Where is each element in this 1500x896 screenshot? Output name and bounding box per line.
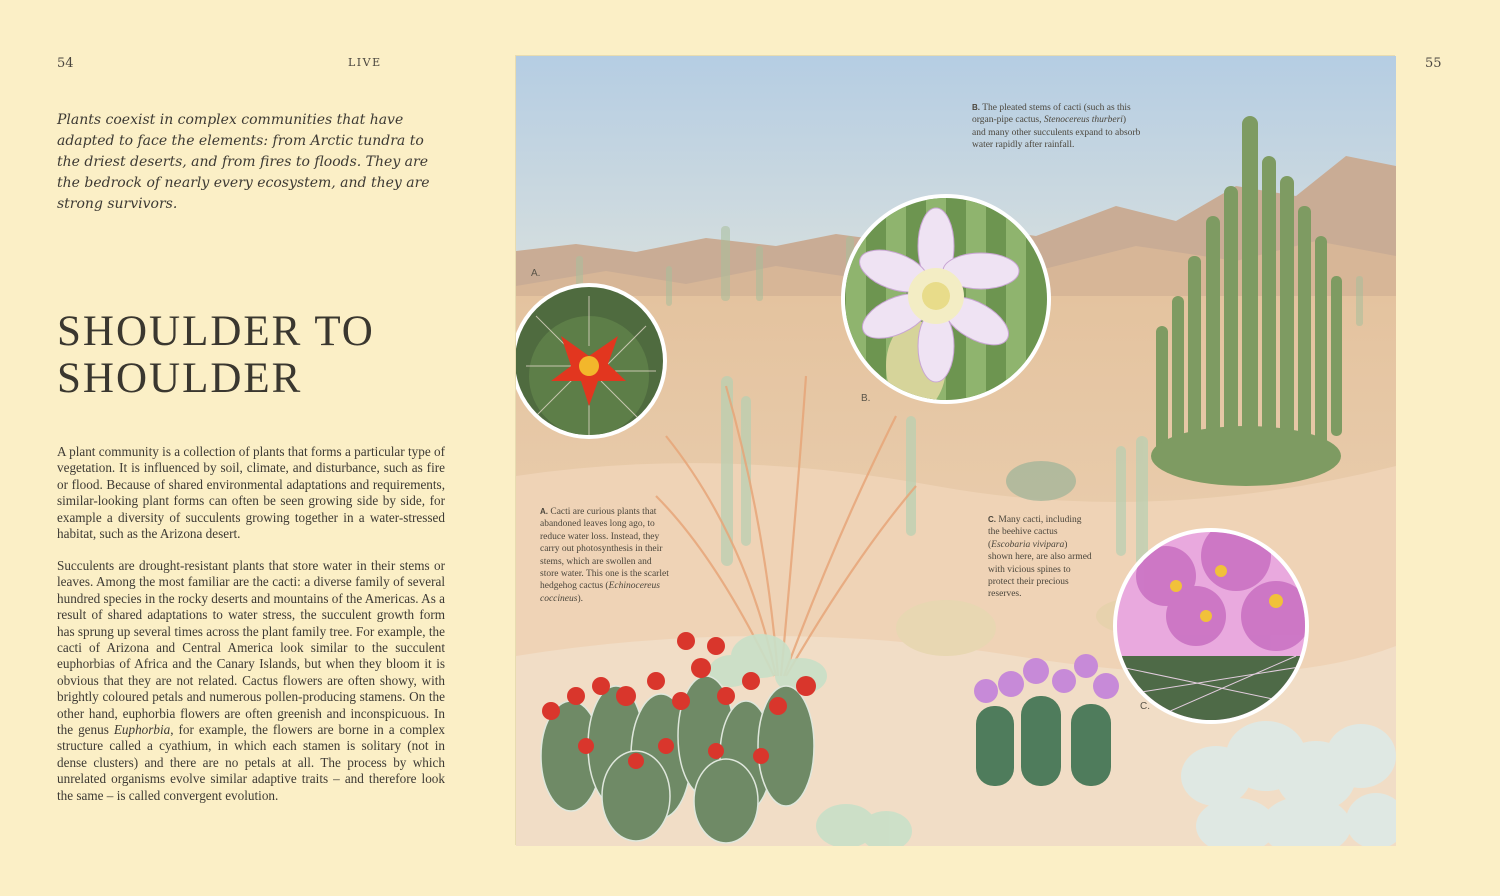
title-line-1: SHOULDER TO xyxy=(57,308,375,355)
caption-a xyxy=(540,506,672,605)
caption-a-text-2: ). xyxy=(577,593,583,604)
caption-a-letter: A. xyxy=(540,507,548,516)
caption-c-text-2: ) shown here, are also armed with vicious spines to protect their precious reserves. xyxy=(988,539,1092,600)
page-number-right: 55 xyxy=(1425,56,1442,71)
caption-c-text-1: Many cacti, including the beehive cactus ( xyxy=(988,515,1082,550)
caption-a-species: Echinocereus coccineus xyxy=(540,581,660,604)
page-title xyxy=(57,308,437,402)
title-line-2: SHOULDER xyxy=(57,355,303,402)
caption-b-letter: B. xyxy=(972,103,980,112)
caption-c xyxy=(988,514,1092,601)
genus-euphorbia: Euphorbia xyxy=(113,722,171,738)
desert-illustration xyxy=(515,55,1395,845)
body-paragraph-1: A plant community is a collection of plants that forms a particular type of vegetation. It is influenced by soil, climate, and disturbance, such as fire or flood. Because of shared environmental adaptations and requirements, similar-looking plant forms can often be seen growing side by side, for example a diversity of succulents growing together in a water-stressed habitat, such as the Arizona desert. xyxy=(57,444,445,542)
running-head: LIVE xyxy=(348,56,382,69)
caption-c-letter: C. xyxy=(988,515,996,524)
label-c: C. xyxy=(1140,701,1150,712)
intro-text: Plants coexist in complex communities that have adapted to face the elements: from Arctic tundra to the driest deserts, and from fires to floods. They are the bedrock of nearly every ecosystem, and they are strong survivors. xyxy=(57,112,430,212)
label-a: A. xyxy=(531,268,541,279)
caption-b-species: Stenocereus thurberi xyxy=(1043,115,1123,126)
label-b: B. xyxy=(861,393,871,404)
page-number-left: 54 xyxy=(57,56,74,71)
caption-b-text-1: The pleated stems of cacti (such as this organ-pipe cactus, xyxy=(972,103,1131,126)
body-paragraph-2-part-2: , for example, the flowers are borne in a complex structure called a cyathium, in which each stamen is solitary (not in dense clusters) and there are no petals at all. The process by which unrelated organisms evolve similar adaptive traits – and therefore look the same – is called convergent evolution. xyxy=(57,722,445,803)
caption-b-text-2: ) and many other succulents expand to absorb water rapidly after rainfall. xyxy=(972,115,1141,151)
caption-c-species: Escobaria vivipara xyxy=(991,539,1065,550)
boulder xyxy=(896,600,996,656)
caption-a-text-1: Cacti are curious plants that abandoned leaves long ago, to reduce water loss. Instead, they carry out photosynthesis in their stems, which are swollen and store water. This one is the scarlet hedgehog cactus ( xyxy=(540,507,669,592)
body-paragraph-2-part-1: Succulents are drought-resistant plants that store water in their stems or leaves. Among the most familiar are the cacti: a diverse family of several hundred species in the rocky deserts and mountains of the Americas. As a result of shared adaptations to water stress, the succulent growth form has sprung up several times across the plant family tree. For example, the cacti of Arizona and Central America look similar to the succulent euphorbias of Africa and the Canary Islands, but when they bloom it is obvious that they are not related. Cactus flowers are often showy, with brightly coloured petals and numerous pollen-producing stamens. On the other hand, euphorbia flowers are often greenish and inconspicuous. In the genus xyxy=(57,558,445,738)
body-paragraph-2 xyxy=(57,558,445,804)
caption-b xyxy=(972,102,1142,152)
